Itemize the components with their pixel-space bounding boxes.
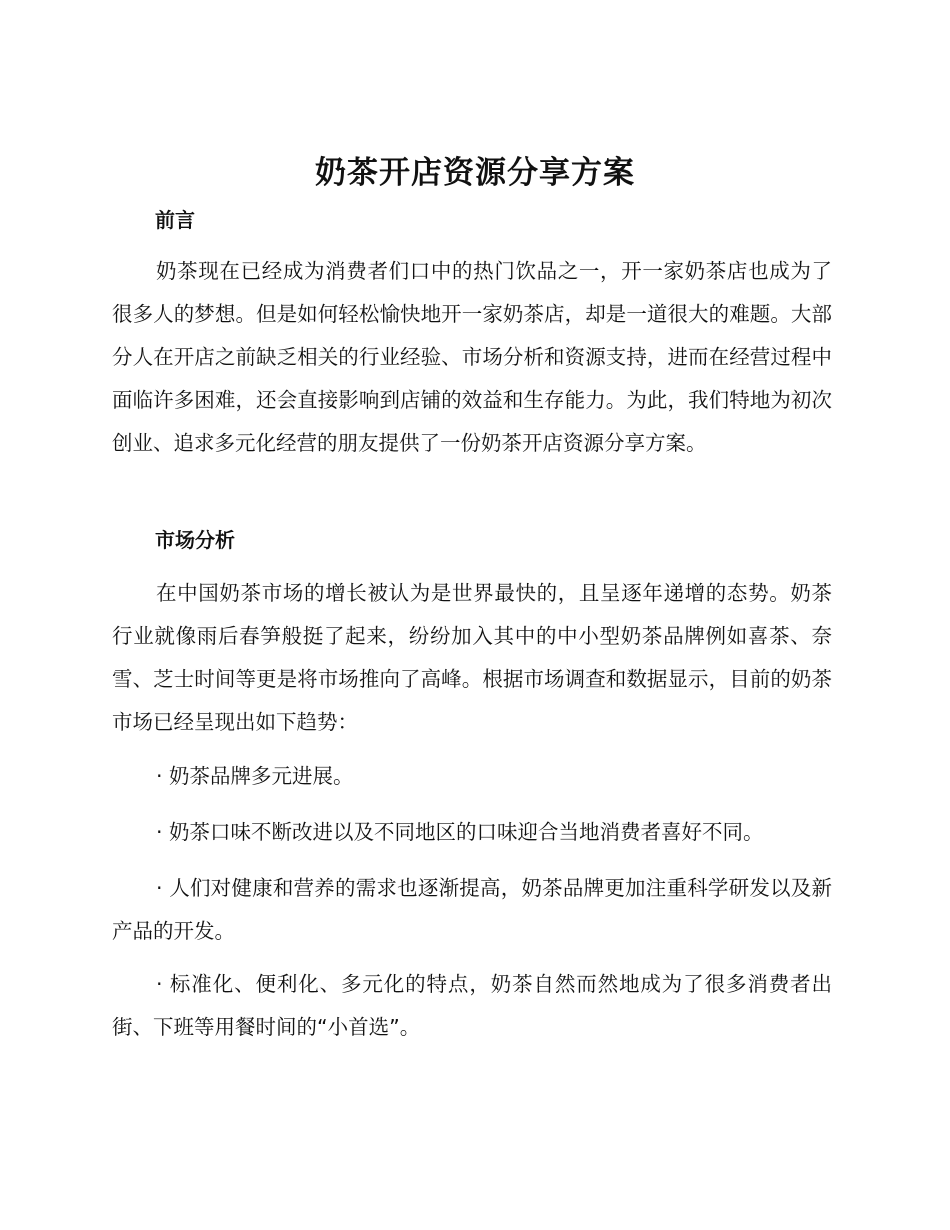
market-analysis-paragraph: 在中国奶茶市场的增长被认为是世界最快的，且呈逐年递增的态势。奶茶行业就像雨后春笋般挺了起来，纷纷加入其中的中小型奶茶品牌例如喜茶、奈雪、芝士时间等更是将市场推向了高峰。根据市场调查和数据显示，目前的奶茶市场已经呈现出如下趋势： xyxy=(112,581,832,734)
document-title: 奶茶开店资源分享方案 xyxy=(315,155,635,191)
section-heading-market-analysis: 市场分析 xyxy=(155,528,235,552)
preface-paragraph: 奶茶现在已经成为消费者们口中的热门饮品之一，开一家奶茶店也成为了很多人的梦想。但是如何轻松愉快地开一家奶茶店，却是一道很大的难题。大部分人在开店之前缺乏相关的行业经验、市场分析和资源支持，进而在经营过程中面临许多困难，还会直接影响到店铺的效益和生存能力。为此，我们特地为初次创业、追求多元化经营的朋友提供了一份奶茶开店资源分享方案。 xyxy=(112,259,832,455)
bullet-item-4: · 标准化、便利化、多元化的特点，奶茶自然而然地成为了很多消费者出街、下班等用餐时间的“小首选”。 xyxy=(112,972,832,1039)
bullet-item-3: · 人们对健康和营养的需求也逐渐提高，奶茶品牌更加注重科学研发以及新产品的开发。 xyxy=(112,876,832,943)
bullet-item-2: · 奶茶口味不断改进以及不同地区的口味迎合当地消费者喜好不同。 xyxy=(156,820,764,844)
bullet-item-1: · 奶茶品牌多元进展。 xyxy=(156,764,354,788)
section-heading-preface: 前言 xyxy=(155,208,195,232)
